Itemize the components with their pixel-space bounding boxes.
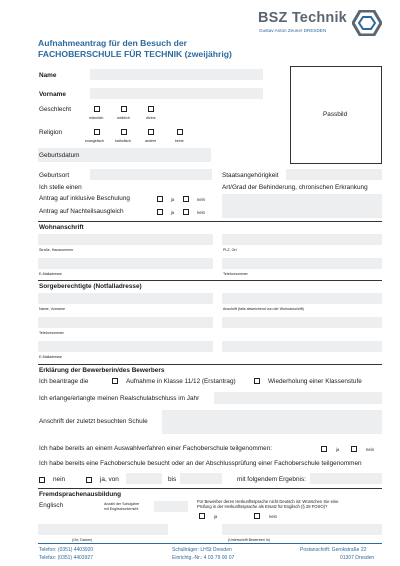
footer-divider <box>38 543 382 544</box>
sorge-name-label: Name, Vorname <box>39 307 65 311</box>
name-field[interactable] <box>90 69 263 80</box>
name-label: Name <box>39 72 57 79</box>
anzahl-label-line2: mit Englischunterricht <box>104 507 139 511</box>
anzahl-schuljahre-field[interactable] <box>154 501 188 512</box>
auswahlverfahren-label: Ich habe bereits an einem Auswahlverfahren einer Fachoberschule teilgenommen: <box>39 445 273 452</box>
geschlecht-divers-label: divers <box>146 116 156 120</box>
nachteilsausgleich-label: Antrag auf Nachteilsausgleich <box>39 208 124 215</box>
form-title-line2: FACHOBERSCHULE FÜR TECHNIK (zweijährig) <box>38 49 232 59</box>
geschlecht-maennlich-label: männlich <box>89 116 104 120</box>
footer-schultraeger: Schulträger: LHSt Dresden <box>172 547 232 553</box>
staatsangehoerigkeit-field[interactable] <box>286 169 382 180</box>
religion-andere-checkbox[interactable] <box>148 129 154 135</box>
auswahlverfahren-nein-label: nein <box>366 447 374 452</box>
nachteilsausgleich-ja-checkbox[interactable] <box>157 209 163 215</box>
sorgeberechtigte-divider <box>38 280 382 281</box>
beantrage-label: Ich beantrage die <box>39 378 89 385</box>
geburtsort-field[interactable] <box>90 169 212 180</box>
geschlecht-label: Geschlecht <box>39 106 71 113</box>
religion-katholisch-label: katholisch <box>115 139 131 143</box>
footer-telefax: Telefax: (0351) 4403927 <box>39 555 93 561</box>
staatsangehoerigkeit-label: Staatsangehörigkeit <box>222 172 279 179</box>
ergebnis-field[interactable] <box>310 473 382 484</box>
nachteilsausgleich-nein-checkbox[interactable] <box>183 209 189 215</box>
beschulung-nein-checkbox[interactable] <box>183 196 189 202</box>
ort-datum-field[interactable] <box>38 524 168 535</box>
realschul-jahr-field[interactable] <box>214 392 382 404</box>
auswahlverfahren-ja-checkbox[interactable] <box>321 446 327 452</box>
passbild-label: Passbild <box>323 111 348 118</box>
sorgeberechtigte-heading: Sorgeberechtigte (Notfalladresse) <box>39 283 142 290</box>
besucht-bis-label: bis <box>168 476 177 483</box>
religion-katholisch-checkbox[interactable] <box>121 129 127 135</box>
geschlecht-maennlich-checkbox[interactable] <box>94 106 100 112</box>
footer-einrichtung: Einrichtg.-Nr.: 4 03 79 00 07 <box>172 555 235 561</box>
hexagon-logo-icon <box>352 10 382 36</box>
englisch-label: Englisch <box>39 502 64 509</box>
beschulung-nein-label: nein <box>197 197 205 202</box>
beschulung-ja-label: ja <box>171 197 175 202</box>
aufnahme-label: Aufnahme in Klasse 11/12 (Erstantrag) <box>126 378 236 385</box>
plz-field[interactable] <box>222 234 382 245</box>
unterschrift-label: (Unterschrift Bewerber/ in) <box>228 538 270 542</box>
auswahlverfahren-nein-checkbox[interactable] <box>351 446 357 452</box>
sorge-email-field[interactable] <box>38 341 213 352</box>
fremdsprachen-heading: Fremdsprachenausbildung <box>39 491 122 498</box>
logo <box>258 10 386 40</box>
wiederholung-checkbox[interactable] <box>254 378 260 384</box>
geburtsdatum-label: Geburtsdatum <box>39 152 80 159</box>
ergebnis-label: mit folgendem Ergebnis: <box>237 476 306 483</box>
geschlecht-divers-checkbox[interactable] <box>148 106 154 112</box>
wiederholung-label: Wiederholung einer Klassenstufe <box>268 378 362 385</box>
herkunft-nein-checkbox[interactable] <box>254 513 260 519</box>
logo-subtitle: Gustav Anton Zeuner DRESDEN <box>259 28 327 33</box>
strasse-label: Straße, Hausnummer <box>39 248 74 252</box>
besucht-von-field[interactable] <box>126 473 162 484</box>
anschrift-schule-label: Anschrift der zuletzt besuchten Schule <box>39 418 148 425</box>
strasse-field[interactable] <box>38 234 213 245</box>
geschlecht-weiblich-checkbox[interactable] <box>121 106 127 112</box>
fremdsprachen-divider <box>38 488 382 489</box>
besucht-ja-von-label: ja, von <box>100 476 119 483</box>
wohnanschrift-divider <box>38 221 382 222</box>
email-label: E-Mailadresse <box>39 272 62 276</box>
footer-telefon: Telefon: (0351) 4403920 <box>39 547 94 553</box>
ort-datum-label: (Ort, Datum) <box>72 538 92 542</box>
sorge-email-label: E-Mailadresse <box>39 355 62 359</box>
herkunft-ja-label: ja <box>214 514 218 519</box>
wohnanschrift-heading: Wohnanschrift <box>39 224 84 231</box>
telefon-field[interactable] <box>222 258 382 269</box>
besucht-ja-checkbox[interactable] <box>86 477 92 483</box>
beschulung-ja-checkbox[interactable] <box>157 196 163 202</box>
erklaerung-divider <box>38 364 382 365</box>
herkunft-ja-checkbox[interactable] <box>199 513 205 519</box>
form-title-line1: Aufnahmeantrag für den Besuch der <box>38 38 187 48</box>
religion-keine-label: keine <box>175 139 184 143</box>
besucht-nein-label: nein <box>53 476 66 483</box>
besucht-label: Ich habe bereits eine Fachoberschule besucht oder an der Abschlussprüfung einer Fachoberschule teilgenommen <box>39 460 362 467</box>
behinderung-field[interactable] <box>222 194 382 218</box>
sorge-telefon-field[interactable] <box>38 317 213 328</box>
unterschrift-field[interactable] <box>222 524 382 535</box>
footer-postanschrift: Postanschrift: Gerokstraße 22 <box>300 547 367 553</box>
anschrift-schule-field[interactable] <box>162 410 382 434</box>
ich-stelle-einen-label: Ich stelle einen <box>39 184 82 191</box>
plz-label: PLZ, Ort <box>223 248 237 252</box>
telefon-label: Telefonnummer <box>223 272 248 276</box>
vorname-field[interactable] <box>90 88 263 99</box>
auswahlverfahren-ja-label: ja <box>336 447 340 452</box>
vorname-label: Vorname <box>39 91 66 98</box>
besucht-nein-checkbox[interactable] <box>39 477 45 483</box>
religion-evangelisch-checkbox[interactable] <box>94 129 100 135</box>
nachteilsausgleich-ja-label: ja <box>171 210 175 215</box>
geschlecht-weiblich-label: weiblich <box>117 116 130 120</box>
religion-keine-checkbox[interactable] <box>177 129 183 135</box>
sorge-anschrift-field-2[interactable] <box>222 317 382 328</box>
sorge-anschrift-label: Anschrift (falls abweichend von der Wohnanschrift) <box>223 307 304 311</box>
beschulung-label: Antrag auf inklusive Beschulung <box>39 195 130 202</box>
sorge-telefon-label: Telefonnummer <box>39 331 64 335</box>
email-field[interactable] <box>38 258 213 269</box>
religion-evangelisch-label: evangelisch <box>85 139 104 143</box>
behinderung-label: Art/Grad der Behinderung, chronischen Erkrankung <box>222 184 368 191</box>
aufnahme-checkbox[interactable] <box>112 378 118 384</box>
herkunft-line1: Für Bewerber deren Herkunftssprache nicht Deutsch ist: Wünschen Sie eine <box>197 499 339 504</box>
sorge-anschrift-field-3[interactable] <box>222 341 382 352</box>
sorge-anschrift-field[interactable] <box>222 293 382 304</box>
geburtsort-label: Geburtsort <box>39 172 70 179</box>
religion-andere-label: andere <box>145 139 157 143</box>
religion-label: Religion <box>39 129 63 136</box>
footer-plz: 01307 Dresden <box>340 555 375 561</box>
logo-title: BSZ Technik <box>258 10 347 26</box>
herkunft-line2: Prüfung in der Herkunftssprache als Ersatz für Englisch (§ 28 FOSO)? <box>197 504 328 509</box>
realschul-label: Ich erlange/erlangte meinen Realschulabschluss im Jahr <box>39 395 200 402</box>
anzahl-label-line1: Anzahl der Schuljahre <box>104 502 140 506</box>
sorge-name-field[interactable] <box>38 293 213 304</box>
herkunft-nein-label: nein <box>269 514 277 519</box>
nachteilsausgleich-nein-label: nein <box>197 210 205 215</box>
besucht-bis-field[interactable] <box>180 473 222 484</box>
erklaerung-heading: Erklärung der Bewerberin/des Bewerbers <box>39 367 165 374</box>
